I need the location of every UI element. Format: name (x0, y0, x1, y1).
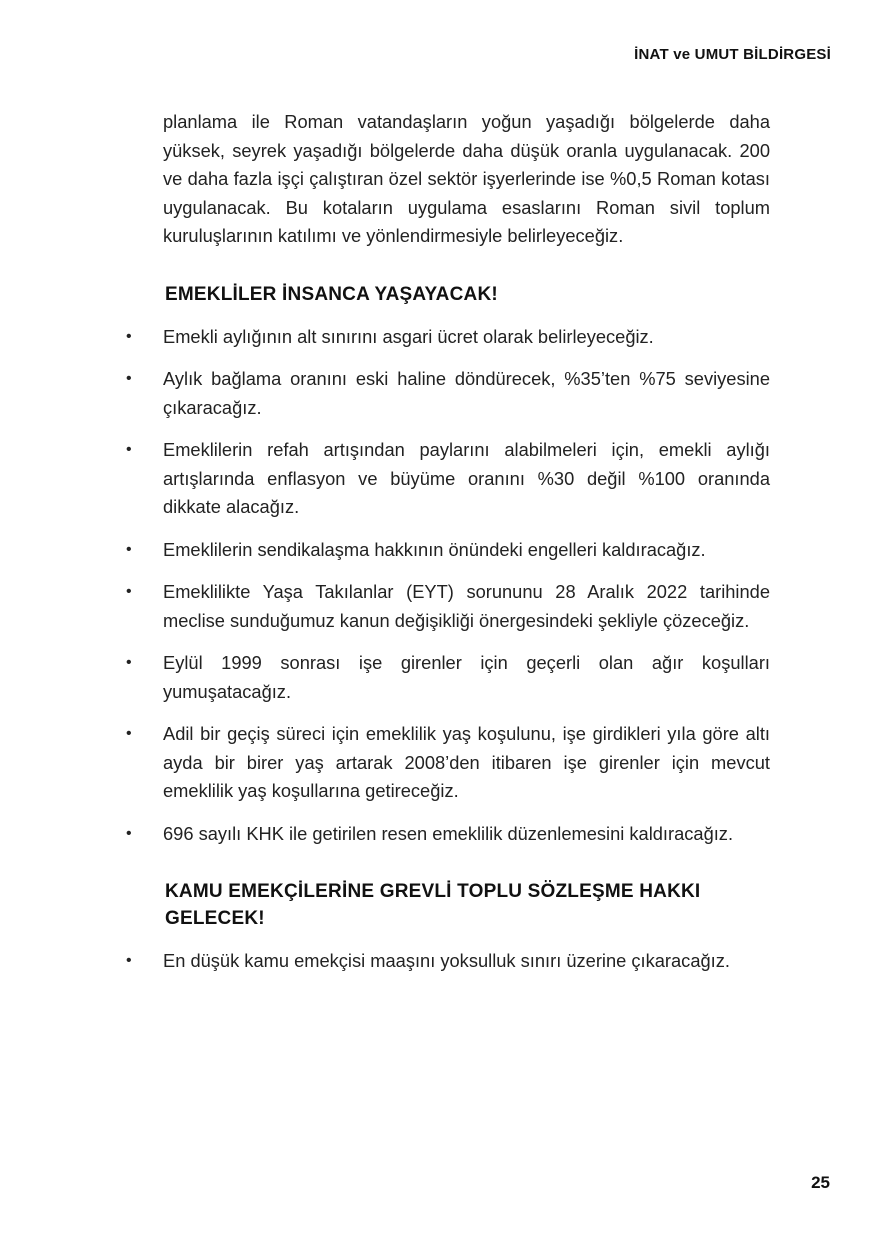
intro-paragraph: planlama ile Roman vatandaşların yoğun yaşadığı bölgelerde daha yüksek, seyrek yaşadığı bölgelerde daha düşük oranla uygulanacak. 200 ve daha fazla işçi çalıştıran özel sektör işyerlerinde ise %0,5 Roman kotası uygulanacak. Bu kotaların uygulama esaslarını Roman sivil toplum kuruluşlarının katılımı ve yönlendirmesiyle belirleyeceğiz. (163, 111, 770, 246)
list-item (126, 323, 770, 352)
list-item (126, 649, 770, 706)
list-item (126, 720, 770, 806)
bullet-text: Adil bir geçiş süreci için emeklilik yaş koşulunu, işe girdikleri yıla göre altı ayda bir birer yaş artarak 2008’den itibaren işe girenler için mevcut emeklilik yaş koşullarına getireceğiz. (163, 723, 770, 801)
list-item (126, 365, 770, 422)
list-item (126, 820, 770, 849)
section-heading-kamu-emekcileri: KAMU EMEKÇİLERİNE GREVLİ TOPLU SÖZLEŞME HAKKI GELECEK! (165, 881, 701, 929)
page-number: 25 (811, 1173, 830, 1192)
page-header (634, 46, 831, 63)
bullet-icon: • (126, 654, 132, 671)
bullet-text: Emeklilikte Yaşa Takılanlar (EYT) sorununu 28 Aralık 2022 tarihinde meclise sunduğumuz kanun değişikliği önergesindeki şekliyle çözeceğiz. (163, 581, 770, 631)
bullet-icon: • (126, 725, 132, 742)
bullet-text: Aylık bağlama oranını eski haline döndürecek, %35’ten %75 seviyesine çıkaracağız. (163, 368, 770, 418)
list-item (126, 436, 770, 522)
page-content (126, 108, 770, 990)
bullet-icon: • (126, 540, 132, 558)
bullet-list-kamu-emekcileri (126, 947, 770, 976)
bullet-icon: • (126, 583, 132, 600)
bullet-icon: • (126, 327, 132, 345)
section-heading-emekliler: EMEKLİLER İNSANCA YAŞAYACAK! (165, 283, 498, 305)
list-item (126, 947, 770, 976)
list-item (126, 578, 770, 635)
bullet-text: 696 sayılı KHK ile getirilen resen emeklilik düzenlemesini kaldıracağız. (163, 822, 734, 844)
running-title: İNAT ve UMUT BİLDİRGESİ (634, 46, 831, 63)
bullet-icon: • (126, 952, 132, 969)
bullet-text: Emekli aylığının alt sınırını asgari ücret olarak belirleyeceğiz. (163, 325, 654, 347)
bullet-text: Eylül 1999 sonrası işe girenler için geçerli olan ağır koşulları yumuşatacağız. (163, 652, 770, 702)
bullet-icon: • (126, 370, 132, 387)
bullet-text: Emeklilerin sendikalaşma hakkının önündeki engelleri kaldıracağız. (163, 538, 706, 560)
list-item (126, 536, 770, 565)
bullet-icon: • (126, 441, 132, 458)
bullet-list-emekliler (126, 323, 770, 849)
bullet-icon: • (126, 824, 132, 842)
bullet-text: En düşük kamu emekçisi maaşını yoksulluk sınırı üzerine çıkaracağız. (163, 950, 730, 971)
bullet-text: Emeklilerin refah artışından paylarını alabilmeleri için, emekli aylığı artışlarında enflasyon ve büyüme oranını %30 değil %100 oranında dikkate alacağız. (163, 439, 770, 517)
